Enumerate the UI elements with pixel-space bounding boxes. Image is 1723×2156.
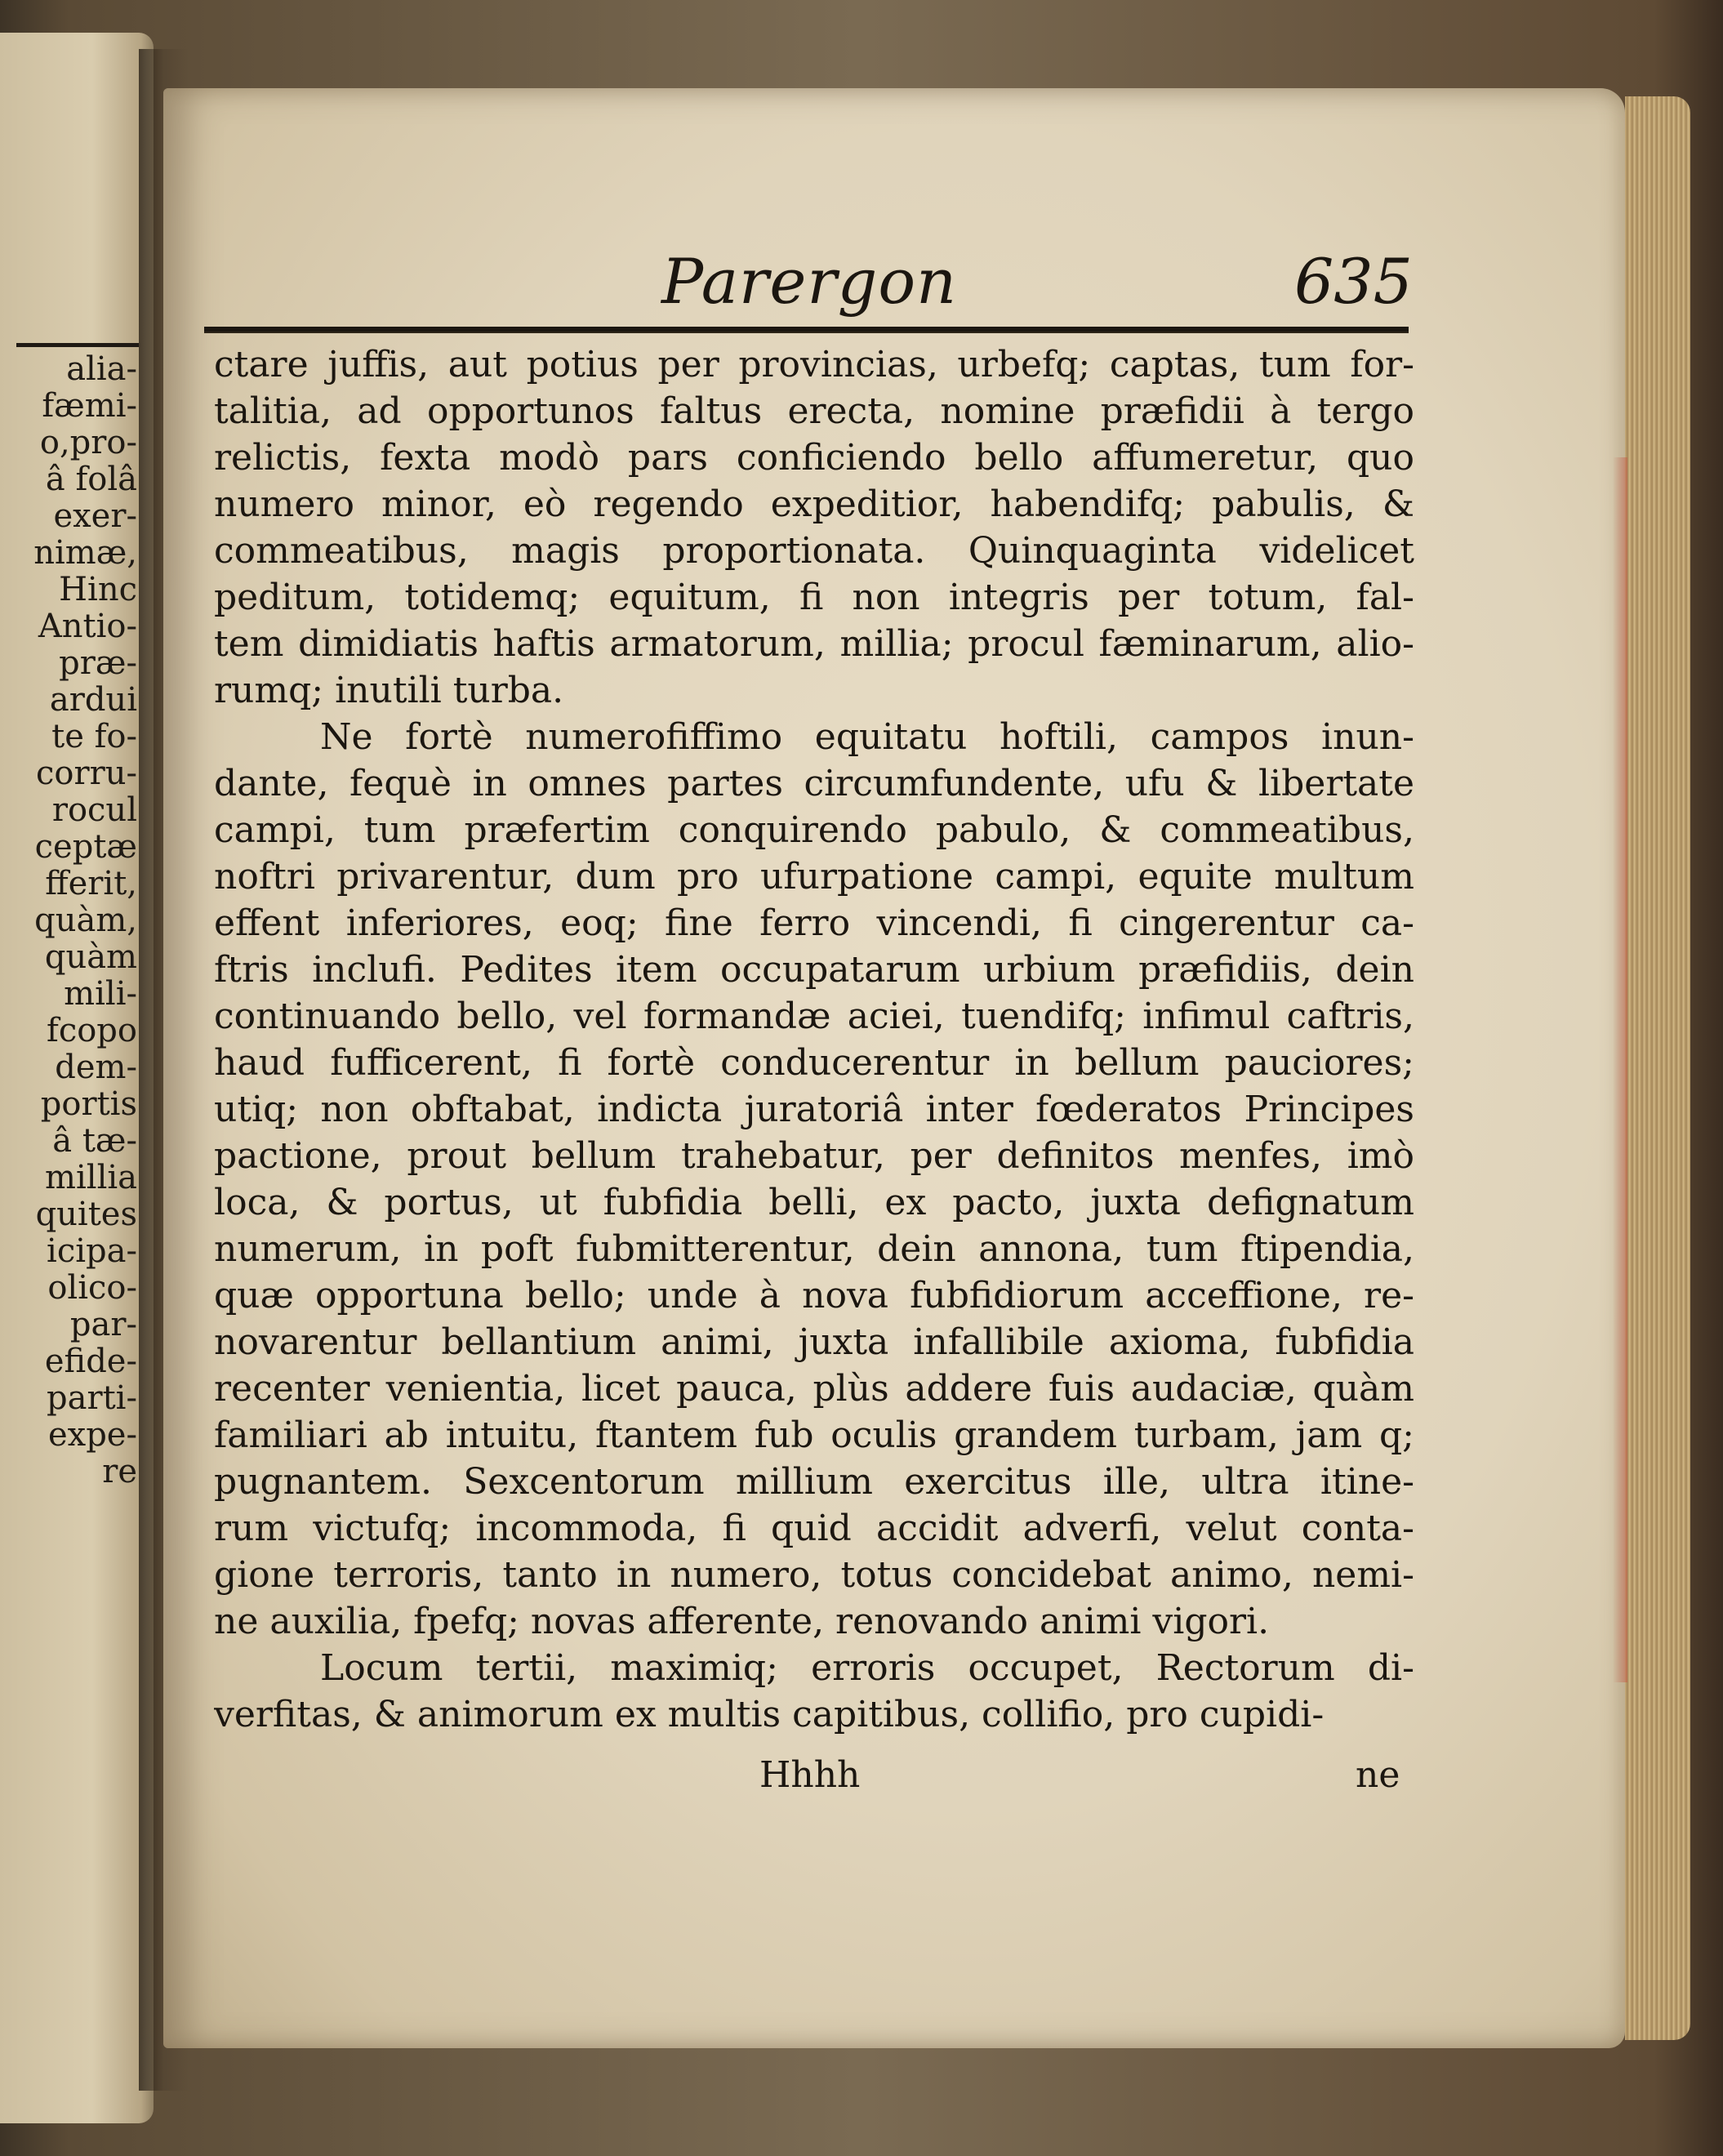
- facing-page-line: par-: [69, 1307, 137, 1343]
- text-line: numerum, in poft fubmitterentur, dein annona, tum ftipendia,: [214, 1228, 1414, 1270]
- facing-page-line: præ-: [59, 645, 137, 682]
- facing-page-line: Antio-: [38, 608, 137, 645]
- text-line: numero minor, eò regendo expeditior, habendifq; pabulis, &: [214, 483, 1414, 525]
- facing-page-line: te fo-: [51, 719, 137, 755]
- facing-page-line: fcopo: [47, 1013, 137, 1049]
- facing-page-text: [0, 351, 137, 1490]
- text-line: pugnantem. Sexcentorum millium exercitus ille, ultra itine-: [214, 1461, 1414, 1503]
- facing-page-line: quàm,: [34, 902, 137, 939]
- text-line: recenter venientia, licet pauca, plùs addere fuis audaciæ, quàm: [214, 1368, 1414, 1410]
- facing-page-left: [0, 33, 154, 2123]
- page-edges: [1625, 96, 1690, 2040]
- facing-page-line: portis: [40, 1086, 137, 1123]
- facing-page-line: millia: [45, 1160, 137, 1196]
- text-line: effent inferiores, eoq; fine ferro vincendi, fi cingerentur ca-: [214, 902, 1414, 944]
- text-line: dante, fequè in omnes partes circumfundente, ufu & libertate: [214, 763, 1414, 804]
- catchword: ne: [1356, 1754, 1400, 1796]
- text-line: ctare juffis, aut potius per provincias, urbefq; captas, tum for-: [214, 344, 1414, 385]
- text-line: haud fufficerent, fi fortè conducerentur in bellum pauciores;: [214, 1042, 1414, 1084]
- page-header: [220, 245, 1413, 335]
- text-line: novarentur bellantium animi, juxta infallibile axioma, fubfidia: [214, 1321, 1414, 1363]
- facing-page-line: nimæ,: [33, 535, 137, 572]
- text-line: gione terroris, tanto in numero, totus concidebat animo, nemi-: [214, 1554, 1414, 1596]
- text-line: quæ opportuna bello; unde à nova fubfidiorum acceffione, re-: [214, 1275, 1414, 1316]
- facing-page-line: â folâ: [45, 461, 137, 498]
- text-line: rum victufq; incommoda, fi quid accidit adverfi, velut conta-: [214, 1508, 1414, 1549]
- facing-page-line: efide-: [44, 1343, 137, 1380]
- facing-page-line: fæmi-: [42, 388, 137, 425]
- running-title: Parergon: [661, 245, 958, 318]
- text-line: campi, tum præfertim conquirendo pabulo, & commeatibus,: [214, 809, 1414, 851]
- text-line: ftris inclufi. Pedites item occupatarum urbium præfidiis, dein: [214, 949, 1414, 991]
- facing-page-line: fferit,: [45, 866, 137, 902]
- text-line: rumq; inutili turba.: [214, 670, 564, 711]
- text-line: familiari ab intuitu, ftantem fub oculis grandem turbam, jam q;: [214, 1414, 1414, 1456]
- page-number: 635: [1293, 245, 1413, 318]
- facing-page-line: olico-: [47, 1270, 137, 1307]
- red-edge-tint: [1613, 457, 1627, 1682]
- facing-page-line: quàm: [44, 939, 137, 976]
- text-line: talitia, ad opportunos faltus erecta, nomine præfidii à tergo: [214, 390, 1414, 432]
- text-line: loca, & portus, ut fubfidia belli, ex pacto, juxta defignatum: [214, 1182, 1414, 1223]
- facing-page-line: icipa-: [47, 1233, 137, 1270]
- facing-page-line: corru-: [35, 755, 137, 792]
- facing-page-line: â tæ-: [52, 1123, 137, 1160]
- facing-page-line: ceptæ: [34, 829, 137, 866]
- text-line: utiq; non obftabat, indicta juratoriâ inter fœderatos Principes: [214, 1089, 1414, 1130]
- facing-page-line: rocul: [51, 792, 137, 829]
- facing-page-line: Hinc: [59, 572, 137, 608]
- signature-mark: Hhhh: [759, 1754, 861, 1796]
- text-line: ne auxilia, fpefq; novas afferente, renovando animi vigori.: [214, 1601, 1270, 1642]
- text-line: continuando bello, vel formandæ aciei, tuendifq; infimul caftris,: [214, 996, 1414, 1037]
- text-line: peditum, totidemq; equitum, fi non integris per totum, fal-: [214, 577, 1414, 618]
- text-line: verfitas, & animorum ex multis capitibus, collifio, pro cupidi-: [214, 1694, 1325, 1735]
- facing-page-line: exer-: [53, 498, 137, 535]
- facing-page-line: ardui: [49, 682, 137, 719]
- text-line: pactione, prout bellum trahebatur, per definitos menfes, imò: [214, 1135, 1414, 1177]
- text-line: Locum tertii, maximiq; erroris occupet, Rectorum di-: [320, 1647, 1414, 1689]
- facing-page-line: o,pro-: [39, 425, 137, 461]
- facing-page-rule: [16, 343, 139, 347]
- facing-page-line: mili-: [64, 976, 137, 1013]
- text-line: Ne fortè numerofiffimo equitatu hoftili, campos inun-: [320, 716, 1414, 758]
- body-text: [214, 341, 1414, 1738]
- text-line: commeatibus, magis proportionata. Quinquaginta videlicet: [214, 530, 1414, 572]
- facing-page-line: re: [102, 1454, 137, 1490]
- header-rule: [204, 327, 1409, 333]
- text-line: noftri privarentur, dum pro ufurpatione campi, equite multum: [214, 856, 1414, 898]
- facing-page-line: alia-: [66, 351, 137, 388]
- text-line: tem dimidiatis haftis armatorum, millia; procul fæminarum, alio-: [214, 623, 1414, 665]
- facing-page-line: expe-: [47, 1417, 137, 1454]
- facing-page-line: quites: [35, 1196, 137, 1233]
- facing-page-line: dem-: [55, 1049, 137, 1086]
- text-line: relictis, fexta modò pars conficiendo bello affumeretur, quo: [214, 437, 1414, 479]
- facing-page-line: parti-: [47, 1380, 137, 1417]
